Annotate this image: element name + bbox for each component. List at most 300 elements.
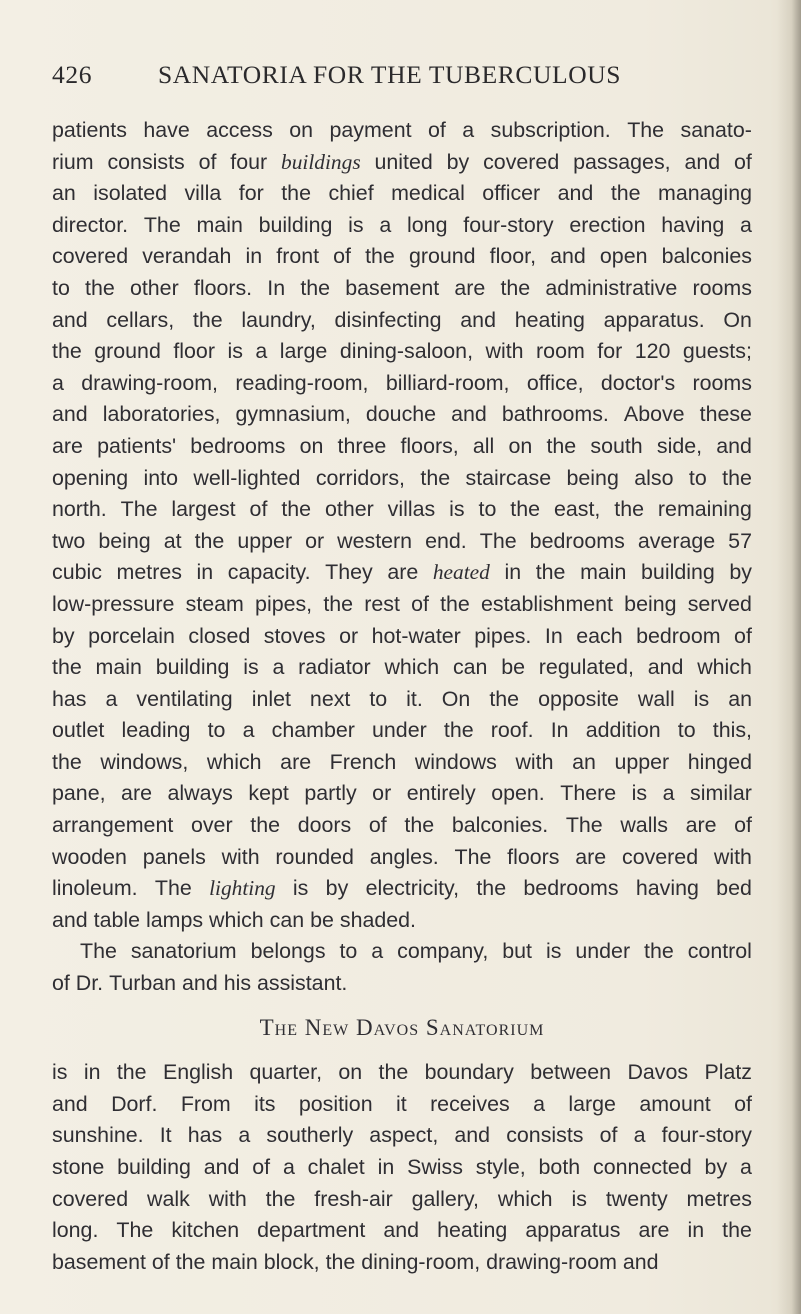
- word: or: [372, 781, 392, 806]
- word: and: [550, 244, 586, 269]
- word: receives: [430, 1091, 510, 1116]
- word: drawing-room: [486, 1249, 617, 1274]
- word: the: [250, 813, 281, 838]
- text-line: [52, 684, 752, 716]
- word: lamps: [146, 907, 204, 932]
- word: administrative: [545, 275, 678, 300]
- word: are: [280, 749, 312, 774]
- word: of: [249, 497, 268, 522]
- word: have: [143, 118, 190, 142]
- word: the: [535, 560, 566, 585]
- word: and: [557, 181, 594, 206]
- word: by: [704, 1155, 728, 1179]
- word: The: [479, 528, 517, 553]
- text-line: [52, 210, 752, 242]
- word: The: [80, 939, 117, 964]
- word: the: [722, 465, 752, 490]
- text-line: [52, 1057, 752, 1089]
- word: in: [196, 560, 214, 585]
- word: closed: [188, 623, 251, 648]
- word: payment: [329, 118, 412, 142]
- word: verandah: [142, 244, 232, 269]
- text-line: [52, 842, 752, 874]
- word: hinged: [687, 749, 752, 774]
- word: be: [310, 907, 334, 932]
- word: the: [404, 813, 435, 838]
- text-line: [52, 810, 752, 842]
- word: entirely: [406, 781, 476, 806]
- word: low-pressure: [52, 591, 175, 616]
- word: on: [338, 1060, 363, 1085]
- word: end.: [425, 528, 467, 553]
- word: are: [638, 1218, 670, 1243]
- word: rounded: [275, 844, 354, 869]
- word: bedroom: [636, 623, 721, 648]
- word: open.: [491, 781, 545, 806]
- word: company,: [397, 939, 489, 964]
- word: is: [292, 876, 309, 901]
- word: but: [502, 939, 532, 964]
- text-line: [52, 147, 752, 179]
- word: for: [238, 181, 264, 206]
- word: They: [325, 560, 373, 585]
- word: gymnasium,: [235, 402, 351, 427]
- word: the: [443, 718, 474, 743]
- word: the: [476, 876, 507, 901]
- word: in: [377, 1155, 395, 1179]
- word: bedrooms: [529, 528, 625, 553]
- word: partly: [304, 781, 357, 806]
- word: In: [544, 623, 563, 648]
- word: In: [267, 275, 286, 300]
- text-line: [52, 1184, 752, 1216]
- word: a: [533, 1091, 545, 1116]
- word: balconies: [661, 244, 752, 269]
- word: at: [163, 528, 182, 553]
- word: wall: [637, 686, 675, 711]
- word: upper: [237, 528, 293, 553]
- word: regulated,: [538, 655, 634, 680]
- word: having: [661, 212, 725, 237]
- word: heating: [514, 307, 585, 332]
- word: with: [713, 844, 752, 869]
- text-line: [52, 115, 752, 147]
- word: access: [206, 118, 273, 142]
- word: a: [379, 212, 392, 237]
- text-line: [52, 241, 752, 273]
- word: and: [203, 1155, 240, 1179]
- word: the: [500, 275, 531, 300]
- word: roof.: [490, 718, 534, 743]
- section-heading: The New Davos Sanatorium: [259, 1014, 545, 1040]
- word: aspect,: [369, 1123, 439, 1148]
- word: metres: [116, 560, 182, 585]
- word: is: [227, 339, 243, 364]
- text-line: [52, 621, 752, 653]
- word: is: [348, 212, 364, 237]
- word: The: [565, 813, 603, 838]
- word: twenty: [605, 1186, 668, 1211]
- word: be: [501, 655, 526, 680]
- word: patients: [52, 118, 127, 142]
- word: linoleum.: [52, 876, 138, 901]
- word: building: [258, 212, 333, 237]
- word: covered: [622, 844, 699, 869]
- word: reading-room,: [235, 370, 369, 395]
- word: large: [279, 339, 328, 364]
- word: villa: [184, 181, 222, 206]
- word: isolated: [93, 181, 167, 206]
- word: windows,: [100, 749, 189, 774]
- word: style,: [475, 1155, 526, 1179]
- word: is: [243, 655, 259, 680]
- word: a: [105, 686, 118, 711]
- word: his: [223, 971, 252, 996]
- word: and: [716, 433, 752, 458]
- word: the: [614, 497, 644, 522]
- word: kitchen: [171, 1218, 240, 1243]
- word: of: [599, 1123, 618, 1148]
- text-line: [52, 1120, 752, 1152]
- word: building: [155, 655, 230, 680]
- word: quarter,: [249, 1060, 323, 1085]
- word: arrangement: [52, 813, 174, 838]
- word: The: [154, 876, 192, 901]
- word: 120: [634, 339, 671, 364]
- page-number: 426: [52, 60, 93, 89]
- word: a: [371, 939, 384, 964]
- word: being: [566, 465, 619, 490]
- word: being: [98, 528, 151, 553]
- word: subscription.: [490, 118, 611, 142]
- word: walk: [147, 1186, 190, 1211]
- word: other: [129, 275, 179, 300]
- word: walls: [620, 813, 668, 838]
- word: to: [207, 718, 226, 743]
- word: room: [536, 339, 585, 364]
- word: capacity.: [227, 560, 311, 585]
- word: office,: [526, 370, 584, 395]
- word: western: [337, 528, 413, 553]
- word: its: [254, 1091, 276, 1116]
- word: or: [305, 528, 325, 553]
- word: the: [378, 1060, 409, 1085]
- word: bedrooms: [190, 433, 286, 458]
- italic-word: heated: [432, 560, 490, 585]
- word: Dorf.: [111, 1091, 158, 1116]
- word: long.: [52, 1218, 99, 1243]
- italic-word: buildings: [281, 149, 361, 174]
- word: laundry,: [241, 307, 316, 332]
- word: It: [159, 1123, 172, 1148]
- text-line: [52, 1089, 752, 1121]
- word: patients': [97, 433, 177, 458]
- word: well-lighted: [193, 465, 301, 490]
- word: by: [325, 876, 349, 901]
- word: dining-saloon,: [339, 339, 474, 364]
- word: establishment: [481, 591, 613, 616]
- word: are: [575, 844, 607, 869]
- word: three: [337, 433, 387, 458]
- text-line: [52, 589, 752, 621]
- word: main: [196, 212, 243, 237]
- text-line: [52, 368, 752, 400]
- word: by: [446, 149, 470, 174]
- word: of: [52, 971, 70, 996]
- word: long: [407, 212, 448, 237]
- word: Turban: [109, 971, 177, 996]
- word: assistant.: [257, 971, 348, 996]
- word: to: [688, 465, 707, 490]
- text-line: [52, 873, 752, 905]
- word: erection: [569, 212, 646, 237]
- page-edge-shadow: [777, 0, 801, 1314]
- word: is: [52, 1060, 68, 1085]
- text-line: [52, 936, 752, 968]
- word: consists: [506, 1123, 584, 1148]
- word: wooden: [52, 844, 127, 869]
- word: boundary: [424, 1060, 514, 1085]
- word: are: [454, 275, 486, 300]
- word: of: [151, 1249, 170, 1274]
- word: with: [485, 339, 524, 364]
- word: having: [635, 876, 699, 901]
- word: control: [687, 939, 752, 964]
- word: with: [515, 749, 554, 774]
- text-line: [52, 557, 752, 589]
- word: covered: [483, 149, 560, 174]
- word: the: [546, 433, 577, 458]
- word: on: [289, 118, 314, 142]
- word: over: [190, 813, 233, 838]
- word: the: [440, 591, 470, 616]
- word: stoves: [263, 623, 326, 648]
- word: two: [52, 528, 86, 553]
- word: steam: [185, 591, 244, 616]
- word: stone: [52, 1155, 105, 1179]
- word: also: [634, 465, 674, 490]
- word: side,: [656, 433, 703, 458]
- word: The: [120, 497, 158, 522]
- word: are: [52, 433, 83, 458]
- word: the: [722, 1218, 752, 1243]
- word: and: [684, 149, 721, 174]
- word: director.: [52, 212, 129, 237]
- text-line: [52, 778, 752, 810]
- word: Davos: [627, 1060, 689, 1085]
- word: or: [339, 623, 359, 648]
- word: the: [175, 1249, 206, 1274]
- word: covered: [52, 1186, 129, 1211]
- word: consists: [107, 149, 185, 174]
- word: a: [739, 1155, 752, 1179]
- word: ventilating: [136, 686, 233, 711]
- word: hot-water: [371, 623, 461, 648]
- word: the: [365, 244, 395, 269]
- word: heating: [437, 1218, 508, 1243]
- word: of: [333, 244, 351, 269]
- word: porcelain: [88, 623, 175, 648]
- word: these: [699, 402, 752, 427]
- word: floors: [507, 844, 560, 869]
- word: united: [374, 149, 433, 174]
- word: open: [599, 244, 648, 269]
- text-line: [52, 1215, 752, 1247]
- word: doctor's: [600, 370, 676, 395]
- word: and: [52, 1091, 88, 1116]
- word: floor,: [489, 244, 537, 269]
- word: to: [677, 718, 696, 743]
- word: the: [281, 497, 312, 522]
- text-before-heading: [52, 115, 752, 1000]
- word: a: [462, 118, 475, 142]
- word: is: [693, 686, 710, 711]
- word: of: [198, 149, 217, 174]
- word: this,: [712, 718, 752, 743]
- word: department: [257, 1218, 366, 1243]
- word: fresh-air: [314, 1186, 393, 1211]
- word: The: [116, 1218, 154, 1243]
- word: is: [449, 497, 465, 522]
- text-line: [52, 494, 752, 526]
- word: the: [610, 181, 641, 206]
- word: the: [281, 181, 311, 206]
- word: to: [369, 686, 388, 711]
- word: the: [194, 528, 225, 553]
- word: and: [383, 1218, 420, 1243]
- word: which: [209, 907, 264, 932]
- word: rooms: [692, 275, 752, 300]
- text-line: [52, 715, 752, 747]
- word: and: [460, 307, 496, 332]
- running-header: [52, 60, 692, 90]
- word: and: [52, 907, 88, 932]
- word: a: [282, 1155, 295, 1179]
- word: officer: [482, 181, 541, 206]
- word: basement: [345, 275, 440, 300]
- word: rium: [52, 149, 94, 174]
- word: 57: [728, 528, 752, 553]
- word: front: [276, 244, 320, 269]
- word: dining-room,: [361, 1249, 481, 1274]
- word: Swiss: [407, 1155, 463, 1179]
- word: balconies.: [451, 813, 549, 838]
- word: south: [590, 433, 643, 458]
- word: four-story: [661, 1123, 752, 1148]
- word: the: [192, 307, 223, 332]
- word: of: [734, 149, 752, 174]
- word: French: [329, 749, 397, 774]
- word: which: [384, 655, 440, 680]
- word: of: [411, 591, 429, 616]
- word: largest: [171, 497, 236, 522]
- word: an: [52, 181, 76, 206]
- word: in: [245, 244, 263, 269]
- word: the: [300, 275, 331, 300]
- word: bedrooms: [523, 876, 619, 901]
- word: basement: [52, 1249, 146, 1274]
- word: large: [568, 1091, 616, 1116]
- word: has: [187, 1123, 223, 1148]
- word: with: [208, 1186, 247, 1211]
- word: inlet: [251, 686, 291, 711]
- word: chalet: [307, 1155, 365, 1179]
- word: main: [95, 655, 142, 680]
- word: drawing-room,: [81, 370, 218, 395]
- word: floors.: [193, 275, 253, 300]
- word: are: [387, 560, 419, 585]
- word: and: [52, 307, 88, 332]
- word: a: [52, 370, 64, 395]
- word: villas: [387, 497, 436, 522]
- word: In: [550, 718, 569, 743]
- word: cellars,: [106, 307, 175, 332]
- word: the: [265, 1186, 296, 1211]
- word: which: [497, 1186, 553, 1211]
- word: shaded.: [339, 907, 416, 932]
- word: opposite: [538, 686, 619, 711]
- word: of: [734, 1091, 752, 1116]
- word: a: [740, 212, 752, 237]
- word: can: [269, 907, 305, 932]
- word: rest: [364, 591, 400, 616]
- word: with: [221, 844, 260, 869]
- word: pipes,: [255, 591, 313, 616]
- word: a: [255, 339, 268, 364]
- word: managing: [658, 181, 752, 206]
- word: on: [508, 433, 533, 458]
- word: under: [372, 718, 427, 743]
- word: laboratories,: [102, 402, 221, 427]
- word: the: [52, 749, 82, 774]
- word: always: [167, 781, 233, 806]
- word: addition: [585, 718, 661, 743]
- word: each: [576, 623, 623, 648]
- text-line: [52, 652, 752, 684]
- word: Dr.: [75, 971, 104, 996]
- text-line: [52, 747, 752, 779]
- word: main: [211, 1249, 258, 1274]
- word: the: [644, 939, 674, 964]
- word: on: [299, 433, 324, 458]
- word: angles.: [369, 844, 439, 869]
- word: are: [685, 813, 717, 838]
- word: panels: [142, 844, 206, 869]
- word: and: [454, 1123, 491, 1148]
- word: of: [734, 813, 752, 838]
- word: a: [242, 718, 255, 743]
- word: electricity,: [365, 876, 460, 901]
- word: There: [560, 781, 617, 806]
- word: a: [633, 1123, 646, 1148]
- word: billiard-room,: [385, 370, 510, 395]
- word: is: [545, 939, 562, 964]
- word: of: [428, 118, 446, 142]
- word: douche: [365, 402, 437, 427]
- word: On: [723, 307, 752, 332]
- word: between: [530, 1060, 612, 1085]
- word: sunshine.: [52, 1123, 144, 1148]
- word: outlet: [52, 718, 105, 743]
- word: sanato-: [680, 118, 752, 142]
- word: all: [472, 433, 495, 458]
- word: Above: [623, 402, 685, 427]
- word: into: [143, 465, 179, 490]
- word: which: [206, 749, 262, 774]
- word: by: [729, 560, 752, 585]
- word: leading: [121, 718, 191, 743]
- word: staircase: [465, 465, 552, 490]
